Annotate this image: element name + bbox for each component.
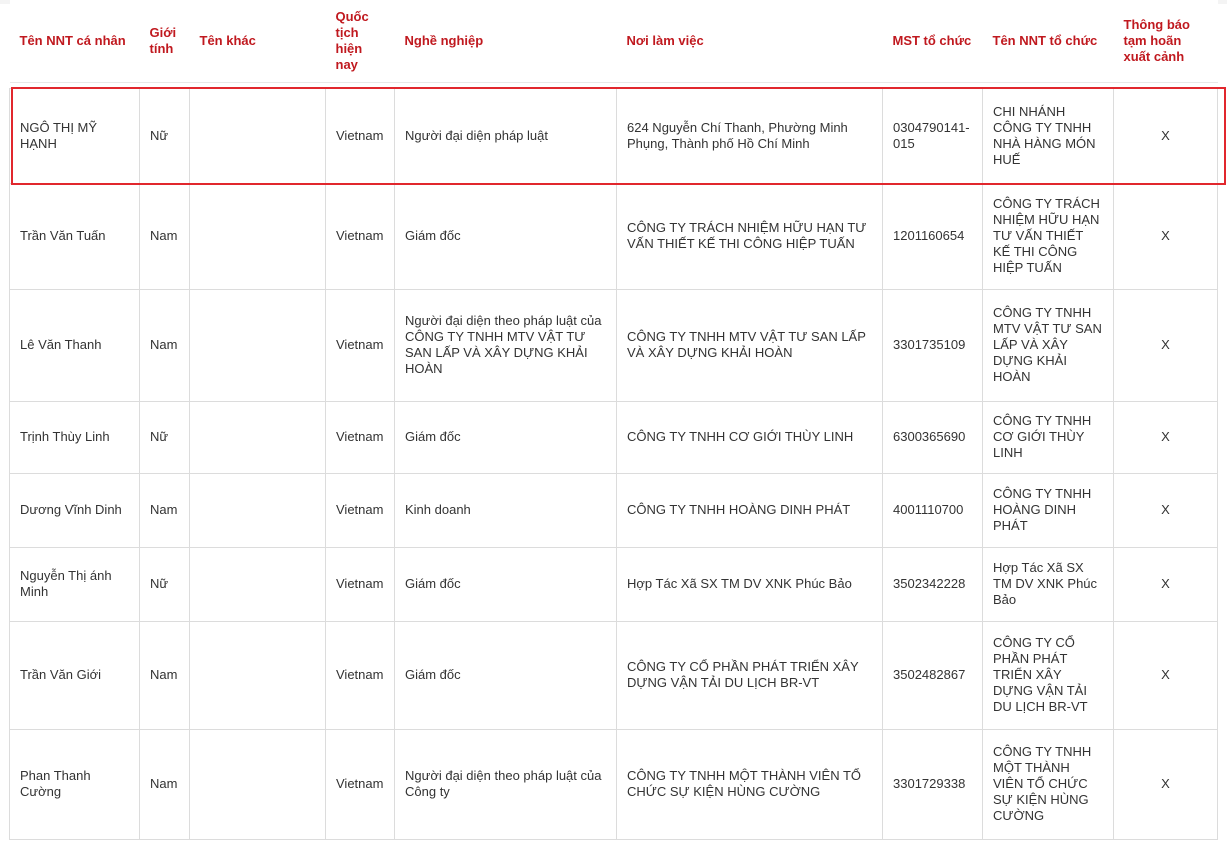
table-row bbox=[10, 183, 1218, 289]
table-row bbox=[10, 621, 1218, 729]
cell-org-tax-code: 3301735109 bbox=[883, 289, 983, 401]
cell-exit-suspension: X bbox=[1114, 88, 1218, 183]
cell-org-name: CÔNG TY TNHH MTV VẬT TƯ SAN LẤP VÀ XÂY DỰNG KHẢI HOÀN bbox=[983, 289, 1114, 401]
header-org-tax-code: MST tổ chức bbox=[883, 0, 983, 82]
cell-exit-suspension: X bbox=[1114, 401, 1218, 473]
cell-occupation: Người đại diện theo pháp luật của CÔNG TY TNHH MTV VẬT TƯ SAN LẤP VÀ XÂY DỰNG KHẢI HOÀN bbox=[395, 289, 617, 401]
cell-personal-name: Nguyễn Thị ánh Minh bbox=[10, 547, 140, 621]
cell-occupation: Giám đốc bbox=[395, 547, 617, 621]
cell-personal-name: Phan Thanh Cường bbox=[10, 729, 140, 839]
table-row bbox=[10, 729, 1218, 839]
cell-workplace: Hợp Tác Xã SX TM DV XNK Phúc Bảo bbox=[617, 547, 883, 621]
cell-org-name: CÔNG TY TNHH CƠ GIỚI THÙY LINH bbox=[983, 401, 1114, 473]
cell-nationality: Vietnam bbox=[326, 401, 395, 473]
cell-nationality: Vietnam bbox=[326, 289, 395, 401]
header-workplace: Nơi làm việc bbox=[617, 0, 883, 82]
cell-other-name bbox=[190, 547, 326, 621]
cell-org-tax-code: 3502482867 bbox=[883, 621, 983, 729]
cell-workplace: CÔNG TY CỔ PHẦN PHÁT TRIỂN XÂY DỰNG VẬN TẢI DU LỊCH BR-VT bbox=[617, 621, 883, 729]
cell-nationality: Vietnam bbox=[326, 547, 395, 621]
cell-personal-name: Dương Vĩnh Dinh bbox=[10, 473, 140, 547]
cell-nationality: Vietnam bbox=[326, 621, 395, 729]
cell-other-name bbox=[190, 183, 326, 289]
cell-occupation: Giám đốc bbox=[395, 183, 617, 289]
cell-org-tax-code: 0304790141-015 bbox=[883, 88, 983, 183]
cell-org-tax-code: 4001110700 bbox=[883, 473, 983, 547]
cell-org-tax-code: 6300365690 bbox=[883, 401, 983, 473]
cell-org-tax-code: 3301729338 bbox=[883, 729, 983, 839]
table-row bbox=[10, 401, 1218, 473]
cell-exit-suspension: X bbox=[1114, 289, 1218, 401]
cell-workplace: CÔNG TY TNHH MTV VẬT TƯ SAN LẤP VÀ XÂY DỰNG KHẢI HOÀN bbox=[617, 289, 883, 401]
cell-org-name: CÔNG TY TNHH HOÀNG DINH PHÁT bbox=[983, 473, 1114, 547]
tax-debtor-table bbox=[9, 0, 1218, 840]
cell-gender: Nam bbox=[140, 473, 190, 547]
cell-exit-suspension: X bbox=[1114, 729, 1218, 839]
cell-occupation: Giám đốc bbox=[395, 401, 617, 473]
cell-org-name: Hợp Tác Xã SX TM DV XNK Phúc Bảo bbox=[983, 547, 1114, 621]
cell-other-name bbox=[190, 88, 326, 183]
cell-org-name: CÔNG TY CỔ PHẦN PHÁT TRIỂN XÂY DỰNG VẬN TẢI DU LỊCH BR-VT bbox=[983, 621, 1114, 729]
cell-gender: Nam bbox=[140, 729, 190, 839]
header-nationality: Quốc tịch hiện nay bbox=[326, 0, 395, 82]
cell-other-name bbox=[190, 289, 326, 401]
cell-exit-suspension: X bbox=[1114, 547, 1218, 621]
cell-workplace: CÔNG TY TNHH CƠ GIỚI THÙY LINH bbox=[617, 401, 883, 473]
cell-other-name bbox=[190, 401, 326, 473]
header-exit-suspension: Thông báo tạm hoãn xuất cảnh bbox=[1114, 0, 1218, 82]
cell-exit-suspension: X bbox=[1114, 473, 1218, 547]
cell-personal-name: Lê Văn Thanh bbox=[10, 289, 140, 401]
cell-org-name: CHI NHÁNH CÔNG TY TNHH NHÀ HÀNG MÓN HUẾ bbox=[983, 88, 1114, 183]
header-gender: Giới tính bbox=[140, 0, 190, 82]
cell-workplace: 624 Nguyễn Chí Thanh, Phường Minh Phụng, Thành phố Hồ Chí Minh bbox=[617, 88, 883, 183]
header-org-name: Tên NNT tổ chức bbox=[983, 0, 1114, 82]
cell-personal-name: NGÔ THỊ MỸ HẠNH bbox=[10, 88, 140, 183]
table-row bbox=[10, 289, 1218, 401]
cell-other-name bbox=[190, 621, 326, 729]
cell-nationality: Vietnam bbox=[326, 473, 395, 547]
cell-org-tax-code: 3502342228 bbox=[883, 547, 983, 621]
cell-other-name bbox=[190, 729, 326, 839]
cell-nationality: Vietnam bbox=[326, 88, 395, 183]
table-row bbox=[10, 547, 1218, 621]
cell-org-tax-code: 1201160654 bbox=[883, 183, 983, 289]
cell-org-name: CÔNG TY TNHH MỘT THÀNH VIÊN TỔ CHỨC SỰ KIỆN HÙNG CƯỜNG bbox=[983, 729, 1114, 839]
cell-personal-name: Trần Văn Tuấn bbox=[10, 183, 140, 289]
table-row bbox=[10, 473, 1218, 547]
cell-gender: Nam bbox=[140, 621, 190, 729]
cell-occupation: Kinh doanh bbox=[395, 473, 617, 547]
cell-gender: Nữ bbox=[140, 547, 190, 621]
header-row bbox=[10, 0, 1218, 82]
cell-workplace: CÔNG TY TNHH MỘT THÀNH VIÊN TỔ CHỨC SỰ KIỆN HÙNG CƯỜNG bbox=[617, 729, 883, 839]
cell-workplace: CÔNG TY TNHH HOÀNG DINH PHÁT bbox=[617, 473, 883, 547]
header-personal-name: Tên NNT cá nhân bbox=[10, 0, 140, 82]
cell-gender: Nữ bbox=[140, 401, 190, 473]
cell-personal-name: Trần Văn Giới bbox=[10, 621, 140, 729]
cell-other-name bbox=[190, 473, 326, 547]
cell-nationality: Vietnam bbox=[326, 183, 395, 289]
cell-personal-name: Trịnh Thùy Linh bbox=[10, 401, 140, 473]
cell-gender: Nữ bbox=[140, 88, 190, 183]
cell-workplace: CÔNG TY TRÁCH NHIỆM HỮU HẠN TƯ VẤN THIẾT KẾ THI CÔNG HIỆP TUẤN bbox=[617, 183, 883, 289]
cell-nationality: Vietnam bbox=[326, 729, 395, 839]
cell-gender: Nam bbox=[140, 183, 190, 289]
cell-exit-suspension: X bbox=[1114, 183, 1218, 289]
cell-org-name: CÔNG TY TRÁCH NHIỆM HỮU HẠN TƯ VẤN THIẾT KẾ THI CÔNG HIỆP TUẤN bbox=[983, 183, 1114, 289]
header-other-name: Tên khác bbox=[190, 0, 326, 82]
header-occupation: Nghề nghiệp bbox=[395, 0, 617, 82]
cell-gender: Nam bbox=[140, 289, 190, 401]
cell-occupation: Giám đốc bbox=[395, 621, 617, 729]
cell-occupation: Người đại diện pháp luật bbox=[395, 88, 617, 183]
cell-exit-suspension: X bbox=[1114, 621, 1218, 729]
cell-occupation: Người đại diện theo pháp luật của Công ty bbox=[395, 729, 617, 839]
table-row bbox=[10, 88, 1218, 183]
